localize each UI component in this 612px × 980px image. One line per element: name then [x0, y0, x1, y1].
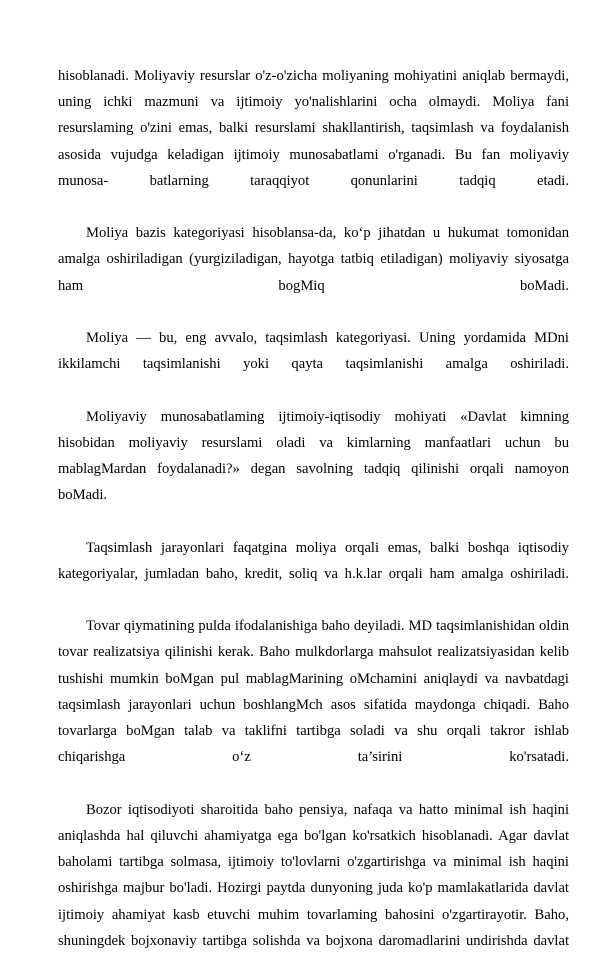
paragraph-5: Taqsimlash jarayonlari faqatgina moliya orqali emas, balki boshqa iqtisodiy kategoriyalar, jumladan baho, kredit, soliq va h.k.lar orqali ham amalga oshiriladi.	[58, 539, 569, 582]
body-text-column	[58, 63, 569, 980]
paragraph-1: hisoblanadi. Moliyaviy resurslar o'z-o'zicha moliyaning mohiyatini aniqlab bermaydi, uning ichki mazmuni va ijtimoiy yo'nalishlarini ocha olmaydi. Moliya fani resurslaming o'zini emas, balki resurslami shakllantirish, taqsimlash va foydalanish asosida vujudga keladigan ijtimoiy munosabatlami o'rganadi. Bu fan moliyaviy munosa- batlarning taraqqiyot qonunlarini tadqiq etadi.	[58, 68, 569, 189]
paragraph-3: Moliya — bu, eng avvalo, taqsimlash kategoriyasi. Uning yordamida MDni ikkilamchi taqsimlanishi yoki qayta taqsimlanishi amalga oshiriladi.	[58, 330, 569, 373]
paragraph-7: Bozor iqtisodiyoti sharoitida baho pensiya, nafaqa va hatto minimal ish haqini aniqlashda hal qiluvchi ahamiyatga ega bo'lgan ko'rsatkich hisoblanadi. Agar davlat baholami tartibga solmasa, ijtimoiy to'lovlarni o'zgartirishga va minimal ish haqini oshirishga majbur bo'ladi. Hozirgi paytda dunyoning juda ko'p mamlakatlarida davlat ijtimoiy ahamiyat kasb etuvchi muhim tovarlaming bahosini o'zgartirayotir. Baho, shuningdek bojxonaviy tartibga solishda va bojxona daromadlarini undirishda davlat	[58, 801, 569, 949]
paragraph-4: Moliyaviy munosabatlaming ijtimoiy-iqtisodiy mohiyati «Davlat kimning hisobidan moliyaviy resurslami oladi va kimlarning manfaatlari uchun bu mablagMardan foydalanadi?» degan savolning tadqiq qilinishi orqali namoyon boMadi.	[58, 408, 569, 504]
paragraph-6: Tovar qiymatining pulda ifodalanishiga baho deyiladi. MD taqsimlanishidan oldin tovar realizatsiya qilinishi kerak. Baho mulkdorlarga mahsulot realizatsiyasidan kelib tushishi mumkin boMgan pul mablagMarining oMchamini aniqlaydi va navbatdagi taqsimlash jarayonlari uchun boshlangMch asos sifatida maydonga chiqadi. Baho tovarlarga boMgan talab va taklifni tartibga soladi va shu orqali takror ishlab chiqarishga o‘z ta’sirini ko'rsatadi.	[58, 618, 569, 766]
paragraph-2: Moliya bazis kategoriyasi hisoblansa-da, ko‘p jihatdan u hukumat tomonidan amalga oshiriladigan (yurgiziladigan, hayotga tatbiq etiladigan) moliyaviy siyosatga ham bogMiq boMadi.	[58, 225, 569, 294]
